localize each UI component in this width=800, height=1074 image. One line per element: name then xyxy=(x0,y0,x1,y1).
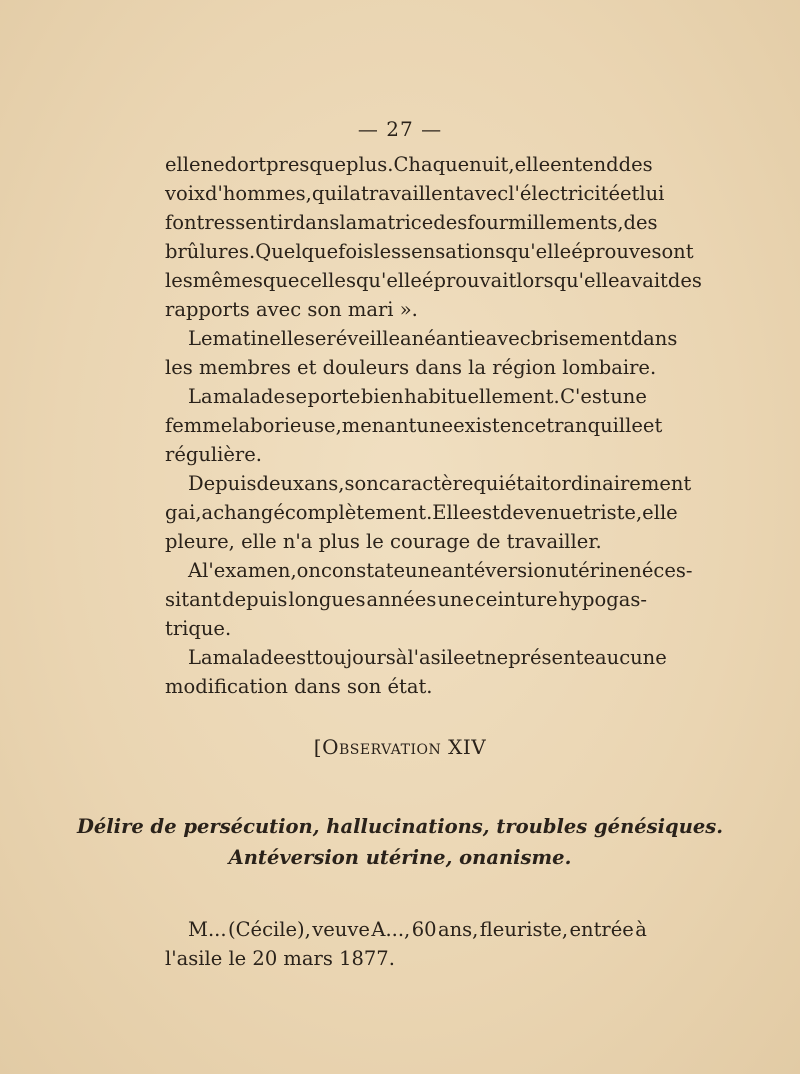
page-number: — 27 — xyxy=(357,117,443,141)
word: bien xyxy=(360,385,404,408)
word: des xyxy=(433,211,468,234)
word: lorsqu'elle xyxy=(516,269,620,292)
word: ressentir xyxy=(204,211,293,234)
word: antéversion xyxy=(441,559,558,582)
word: femme xyxy=(165,414,233,437)
word: tranquille xyxy=(546,414,643,437)
word: on xyxy=(296,559,321,582)
word: C'est xyxy=(560,385,610,408)
word: néces- xyxy=(629,559,693,582)
word: longues xyxy=(288,588,366,611)
word: années xyxy=(366,588,437,611)
observation-heading: [Observation XIV xyxy=(313,735,487,759)
word: gai, xyxy=(165,501,202,524)
word: entrée xyxy=(569,918,634,941)
text-line: modification dans son état. xyxy=(165,675,433,698)
text-line xyxy=(165,469,692,498)
word: des xyxy=(618,153,653,176)
word: ans, xyxy=(304,472,345,495)
word: qui xyxy=(473,472,505,495)
word: Quelquefois xyxy=(255,240,374,263)
word: toujours xyxy=(313,646,396,669)
word: des xyxy=(623,211,658,234)
word: les xyxy=(165,269,193,292)
word: réveille xyxy=(326,327,401,350)
word: se xyxy=(304,327,327,350)
text-line xyxy=(165,585,647,614)
word: et xyxy=(619,182,640,205)
word: A..., xyxy=(371,918,411,941)
word: sont xyxy=(651,240,694,263)
text-line xyxy=(165,498,678,527)
word: nuit, xyxy=(469,153,515,176)
word: complètement. xyxy=(284,501,433,524)
word: presque xyxy=(266,153,346,176)
word: à xyxy=(635,918,647,941)
text-line: trique. xyxy=(165,617,232,640)
word: avait xyxy=(619,269,668,292)
word: existence xyxy=(453,414,547,437)
word: l'électricité xyxy=(508,182,620,205)
text-line: régulière. xyxy=(165,443,262,466)
word: la xyxy=(343,182,362,205)
word: et xyxy=(642,414,663,437)
observation-subtitle-line-1: Délire de persécution, hallucinations, troubles génésiques. xyxy=(76,815,724,838)
word: matrice xyxy=(357,211,434,234)
word: qu'elle xyxy=(355,269,422,292)
text-line xyxy=(165,179,665,208)
entry-line: l'asile le 20 mars 1877. xyxy=(165,947,395,970)
word: malade xyxy=(212,646,285,669)
word: dans xyxy=(292,211,340,234)
word: (Cécile), xyxy=(228,918,311,941)
word: une xyxy=(416,414,454,437)
word: ans, xyxy=(437,918,479,941)
word: M... xyxy=(188,918,227,941)
text-line xyxy=(165,382,647,411)
word: avec xyxy=(463,182,509,205)
text-line xyxy=(165,643,667,672)
word: est xyxy=(284,646,314,669)
word: était xyxy=(504,472,550,495)
word: plus. xyxy=(346,153,394,176)
word: ceinture xyxy=(474,588,558,611)
word: qu'elle xyxy=(505,240,572,263)
word: a xyxy=(201,501,214,524)
word: caractère xyxy=(378,472,474,495)
word: présente xyxy=(508,646,596,669)
word: utérine xyxy=(557,559,630,582)
text-line xyxy=(165,411,663,440)
text-line xyxy=(165,150,653,179)
word: des xyxy=(667,269,702,292)
word: une xyxy=(610,385,647,408)
word: sitant xyxy=(165,588,222,611)
word: celles xyxy=(299,269,356,292)
word: font xyxy=(165,211,205,234)
word: deux xyxy=(256,472,305,495)
word: qui xyxy=(311,182,344,205)
word: et xyxy=(464,646,485,669)
word: l'examen, xyxy=(202,559,297,582)
word: changé xyxy=(213,501,285,524)
word: elle xyxy=(165,153,201,176)
word: veuve xyxy=(312,918,370,941)
word: que xyxy=(262,269,300,292)
word: laborieuse, xyxy=(232,414,342,437)
word: aucune xyxy=(595,646,667,669)
word: brisement xyxy=(530,327,631,350)
word: Chaque xyxy=(393,153,470,176)
word: matin xyxy=(212,327,270,350)
word: dans xyxy=(630,327,678,350)
word: éprouvait xyxy=(421,269,517,292)
text-line xyxy=(165,208,658,237)
word: travaillent xyxy=(361,182,464,205)
word: se xyxy=(285,385,308,408)
word: voix xyxy=(165,182,205,205)
entry-line xyxy=(165,915,647,944)
word: devenue xyxy=(499,501,584,524)
word: Le xyxy=(188,327,213,350)
word: hypogas- xyxy=(558,588,647,611)
text-line xyxy=(165,266,702,295)
word: constate xyxy=(320,559,406,582)
word: menant xyxy=(341,414,417,437)
observation-subtitle-line-2: Antéversion utérine, onanisme. xyxy=(228,846,572,869)
body-paragraphs xyxy=(165,150,702,701)
word: La xyxy=(188,646,213,669)
word: ordinairement xyxy=(549,472,692,495)
word: l'asile xyxy=(407,646,465,669)
word: porte xyxy=(307,385,361,408)
text-line xyxy=(165,237,694,266)
word: la xyxy=(339,211,358,234)
word: avec xyxy=(485,327,531,350)
word: mêmes xyxy=(192,269,263,292)
text-line: rapports avec son mari ». xyxy=(165,298,418,321)
word: Elle xyxy=(432,501,471,524)
word: entend xyxy=(550,153,619,176)
word: à xyxy=(395,646,408,669)
word: depuis xyxy=(222,588,288,611)
word: La xyxy=(188,385,213,408)
word: est xyxy=(470,501,500,524)
word: ne xyxy=(200,153,225,176)
word: Depuis xyxy=(188,472,257,495)
word: fourmillements, xyxy=(467,211,624,234)
word: brûlures. xyxy=(165,240,256,263)
word: les xyxy=(373,240,402,263)
text-line: pleure, elle n'a plus le courage de travailler. xyxy=(165,530,602,553)
word: sensations xyxy=(401,240,506,263)
text-line xyxy=(165,324,678,353)
word: dort xyxy=(224,153,267,176)
word: elle xyxy=(269,327,305,350)
patient-entry xyxy=(165,915,647,973)
text-line xyxy=(165,556,693,585)
word: ne xyxy=(484,646,509,669)
word: une xyxy=(437,588,474,611)
word: A xyxy=(188,559,203,582)
word: une xyxy=(405,559,442,582)
word: 60 xyxy=(411,918,437,941)
word: fleuriste, xyxy=(479,918,569,941)
word: habituellement. xyxy=(404,385,560,408)
word: anéantie xyxy=(400,327,486,350)
word: son xyxy=(344,472,379,495)
word: malade xyxy=(213,385,286,408)
word: elle xyxy=(514,153,551,176)
word: elle xyxy=(642,501,678,524)
word: éprouve xyxy=(571,240,652,263)
word: triste, xyxy=(583,501,643,524)
word: lui xyxy=(639,182,665,205)
text-line: les membres et douleurs dans la région lombaire. xyxy=(165,356,657,379)
word: d'hommes, xyxy=(205,182,312,205)
